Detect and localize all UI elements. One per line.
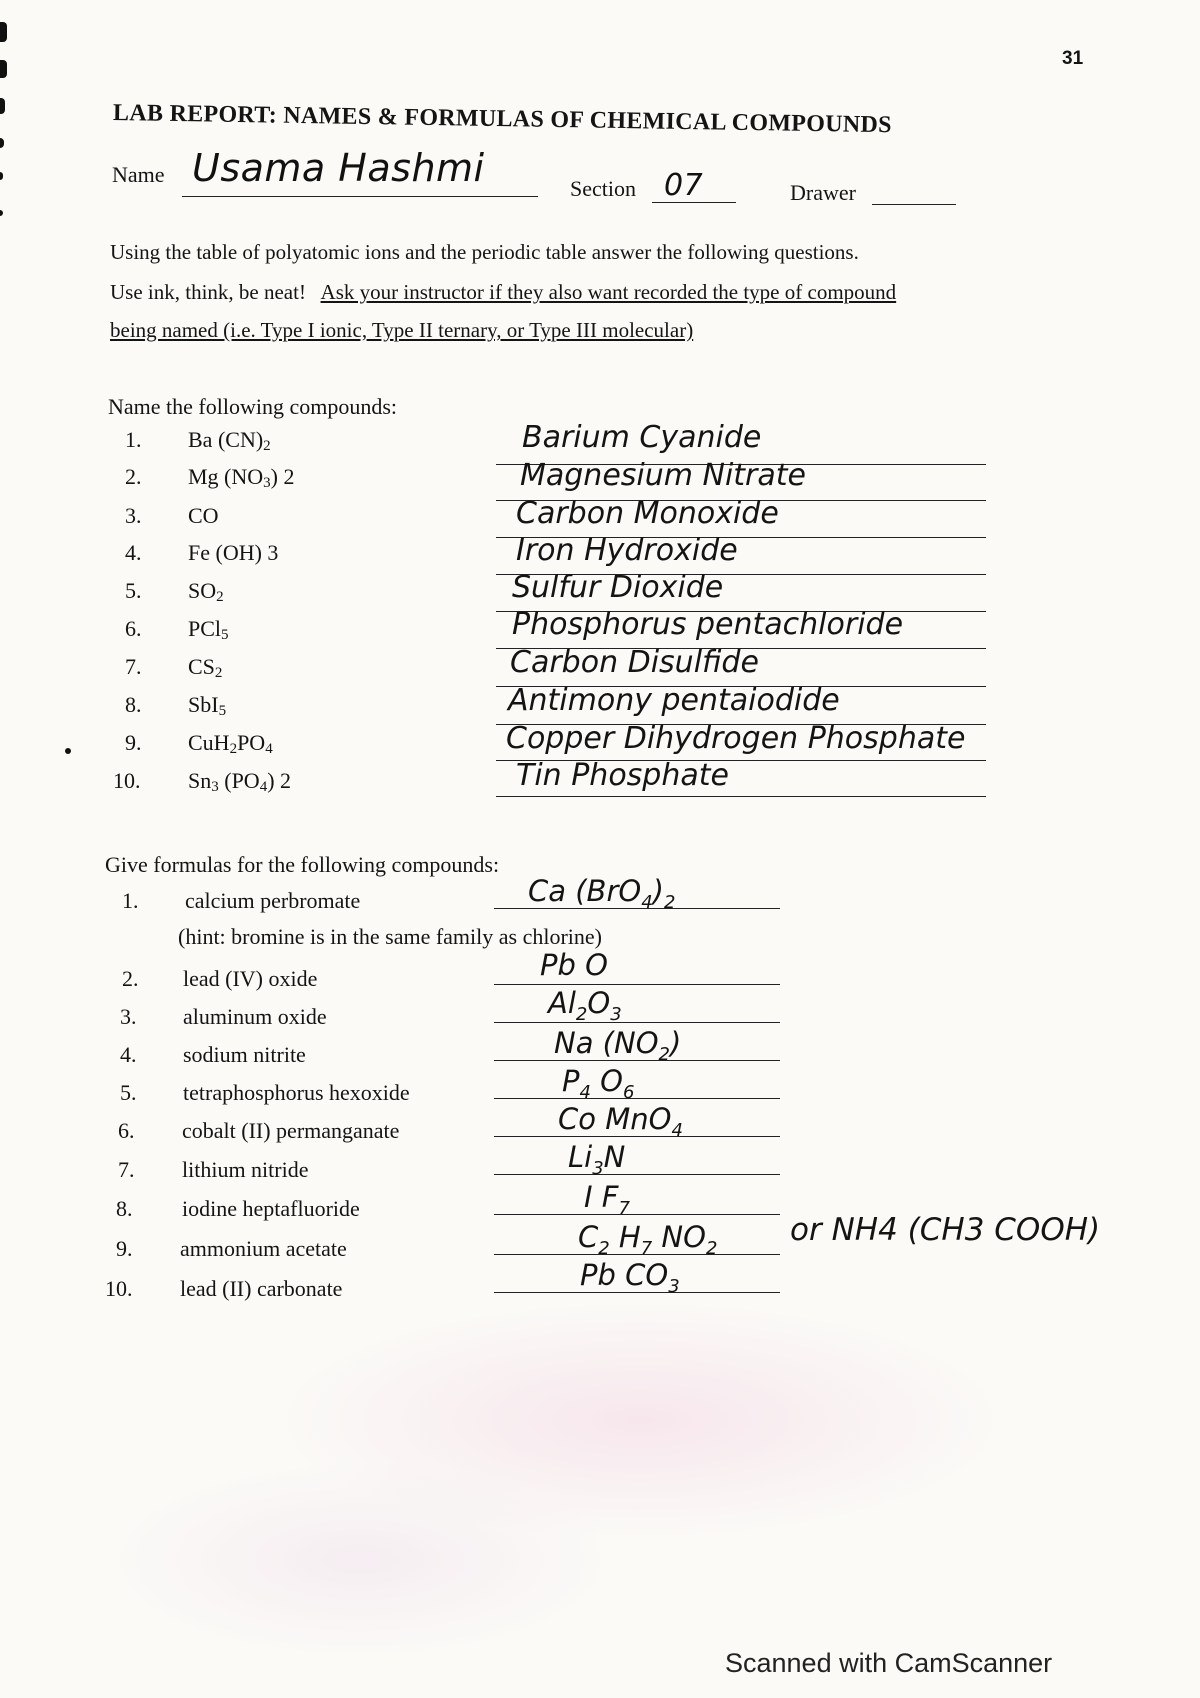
page-number: 31 bbox=[1062, 48, 1084, 69]
instruction-neat: Use ink, think, be neat! bbox=[110, 280, 306, 304]
handwritten-formula: Co MnO$_4$ bbox=[558, 1102, 683, 1141]
compound-name: lead (IV) oxide bbox=[183, 966, 318, 991]
answer-line bbox=[494, 1022, 780, 1023]
drawer-label: Drawer bbox=[790, 180, 856, 205]
handwritten-formula: Ca $(BrO_4)_2$ bbox=[528, 874, 676, 913]
compound-formula: $Sn_3$ $(PO_4)$ 2 bbox=[188, 768, 292, 795]
name-label: Name bbox=[112, 162, 165, 187]
instruction-line-1: Using the table of polyatomic ions and the periodic table answer the following questions. bbox=[110, 240, 859, 264]
alternate-answer: or NH4 (CH3 COOH) bbox=[790, 1212, 1101, 1248]
handwritten-answer: Phosphorus pentachloride bbox=[512, 607, 904, 642]
compound-name: lithium nitride bbox=[182, 1157, 309, 1182]
handwritten-answer: Copper Dihydrogen Phosphate bbox=[506, 721, 966, 756]
p2-num: 9. bbox=[116, 1236, 133, 1261]
compound-formula: $CS_2$ bbox=[188, 654, 223, 681]
p2-num: 6. bbox=[118, 1118, 135, 1143]
compound-formula: $SO_2$ bbox=[188, 578, 224, 605]
stray-mark bbox=[65, 748, 71, 754]
handwritten-formula: $C_2$ $H_7$ $NO_2$ bbox=[578, 1220, 718, 1259]
handwritten-answer: Sulfur Dioxide bbox=[512, 570, 724, 605]
instruction-ask: Ask your instructor if they also want recorded the type of compound bbox=[320, 280, 897, 304]
p1-num: 3. bbox=[125, 503, 142, 528]
compound-name: tetraphosphorus hexoxide bbox=[183, 1080, 410, 1105]
handwritten-answer: Barium Cyanide bbox=[522, 420, 762, 455]
compound-formula: SbI$_5$ bbox=[188, 692, 227, 719]
drawer-line bbox=[872, 204, 956, 205]
part2-heading: Give formulas for the following compounds: bbox=[105, 852, 500, 877]
p1-num: 6. bbox=[125, 616, 142, 641]
p2-num: 8. bbox=[116, 1196, 133, 1221]
p1-num: 1. bbox=[125, 427, 142, 452]
p1-num: 5. bbox=[125, 578, 142, 603]
answer-line bbox=[496, 796, 986, 797]
answer-line bbox=[494, 1174, 780, 1175]
handwritten-formula: $P_4$ $O_6$ bbox=[562, 1064, 635, 1103]
answer-line bbox=[494, 1098, 780, 1099]
compound-name: calcium perbromate bbox=[185, 888, 361, 913]
handwritten-answer: Magnesium Nitrate bbox=[520, 458, 806, 493]
compound-name: cobalt (II) permanganate bbox=[182, 1118, 400, 1143]
answer-line bbox=[494, 984, 780, 985]
section-value: 07 bbox=[664, 168, 704, 203]
handwritten-formula: Pb $CO_3$ bbox=[580, 1258, 680, 1297]
p1-num: 2. bbox=[125, 464, 142, 489]
student-name: Usama Hashmi bbox=[192, 146, 485, 190]
p2-num: 5. bbox=[120, 1080, 137, 1105]
p1-num: 8. bbox=[125, 692, 142, 717]
handwritten-formula: Na $(NO_2)$ bbox=[554, 1026, 682, 1065]
compound-formula: PCl$_5$ bbox=[188, 616, 229, 643]
handwritten-formula: I $F_7$ bbox=[584, 1180, 630, 1219]
compound-name: aluminum oxide bbox=[183, 1004, 327, 1029]
p1-num: 4. bbox=[125, 540, 142, 565]
handwritten-answer: Tin Phosphate bbox=[516, 758, 729, 793]
p2-num: 7. bbox=[118, 1157, 135, 1182]
p1-num: 10. bbox=[113, 768, 141, 793]
compound-formula: Fe (OH) 3 bbox=[188, 540, 279, 565]
handwritten-formula: $Li_3N$ bbox=[568, 1140, 626, 1179]
answer-line bbox=[494, 1214, 780, 1215]
handwritten-answer: Iron Hydroxide bbox=[516, 533, 738, 568]
handwritten-formula: Pb O bbox=[540, 948, 608, 982]
compound-name: sodium nitrite bbox=[183, 1042, 306, 1067]
p2-num: 2. bbox=[122, 966, 139, 991]
part1-heading: Name the following compounds: bbox=[108, 394, 398, 419]
p1-num: 9. bbox=[125, 730, 142, 755]
compound-formula: Mg $(NO_3)$ 2 bbox=[188, 464, 295, 491]
scanner-watermark: Scanned with CamScanner bbox=[725, 1648, 1053, 1678]
p2-num: 4. bbox=[120, 1042, 137, 1067]
page-title: LAB REPORT: NAMES & FORMULAS OF CHEMICAL COMPOUNDS bbox=[112, 100, 892, 139]
compound-name: iodine heptafluoride bbox=[182, 1196, 360, 1221]
instruction-line-2 bbox=[110, 280, 896, 305]
p2-num: 3. bbox=[120, 1004, 137, 1029]
p2-num: 10. bbox=[105, 1276, 133, 1301]
compound-formula: Ba $(CN)_2$ bbox=[188, 427, 271, 454]
compound-formula: $CuH_2PO_4$ bbox=[188, 730, 273, 757]
handwritten-answer: Antimony pentaiodide bbox=[508, 683, 840, 718]
hint-text: (hint: bromine is in the same family as chlorine) bbox=[178, 924, 603, 949]
p2-num: 1. bbox=[122, 888, 139, 913]
compound-formula: CO bbox=[188, 503, 219, 528]
handwritten-answer: Carbon Monoxide bbox=[516, 496, 779, 531]
section-label: Section bbox=[570, 176, 636, 201]
p1-num: 7. bbox=[125, 654, 142, 679]
instruction-line-3: being named (i.e. Type I ionic, Type II ternary, or Type III molecular) bbox=[110, 318, 694, 342]
handwritten-formula: $Al_2O_3$ bbox=[548, 986, 622, 1025]
compound-name: lead (II) carbonate bbox=[180, 1276, 343, 1301]
name-line bbox=[182, 196, 538, 197]
compound-name: ammonium acetate bbox=[180, 1236, 347, 1261]
handwritten-answer: Carbon Disulfide bbox=[510, 645, 759, 680]
